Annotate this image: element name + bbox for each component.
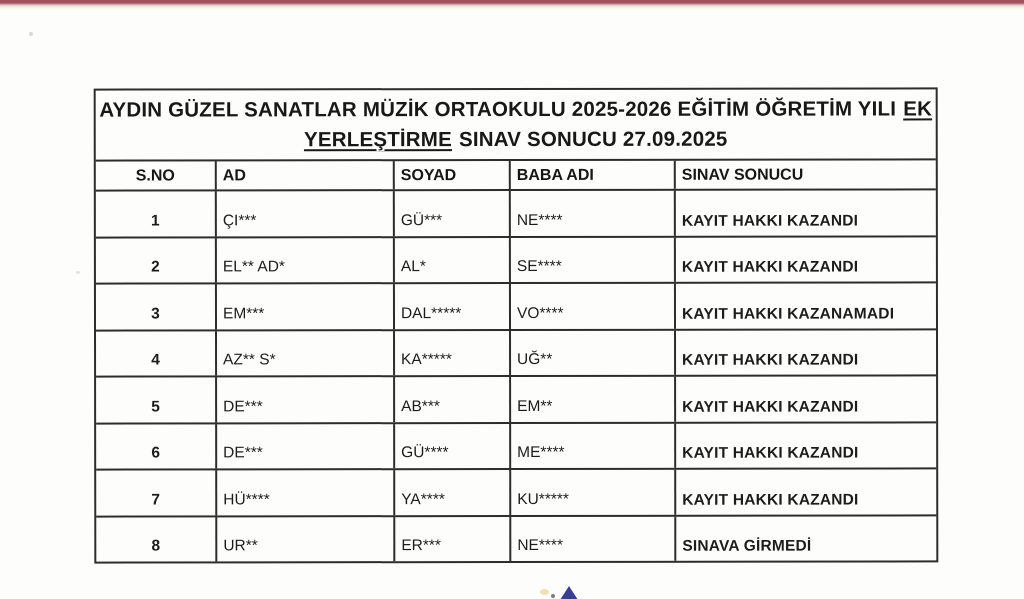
cell-sonuc: KAYIT HAKKI KAZANDI — [682, 491, 859, 509]
table-row — [96, 283, 936, 331]
cell-ad: ÇI*** — [217, 191, 395, 236]
title-text-2: SINAV SONUCU 27.09.2025 — [458, 127, 728, 151]
cell-sonuc: KAYIT HAKKI KAZANDI — [681, 212, 859, 230]
table-row — [96, 190, 936, 238]
cell-soyad: YA**** — [395, 470, 511, 515]
cell-baba: UĞ** — [511, 330, 676, 375]
cell-sonuc: KAYIT HAKKI KAZANDI — [682, 444, 859, 462]
cell-ad: EM*** — [217, 284, 395, 329]
cell-sno: 3 — [96, 284, 217, 329]
cell-sonuc: KAYIT HAKKI KAZANDI — [682, 351, 859, 369]
table-header-row — [96, 160, 936, 191]
cell-ad: DE*** — [217, 424, 395, 469]
school-emblem-partial — [534, 584, 584, 599]
cell-baba: KU***** — [511, 470, 676, 515]
cell-baba: SE**** — [511, 237, 676, 282]
header-sinav-sonucu: SINAV SONUCU — [681, 166, 804, 184]
title-line-2 — [304, 124, 728, 155]
scan-speck — [76, 271, 80, 274]
cell-ad: AZ** S* — [217, 331, 395, 376]
cell-sno: 6 — [96, 424, 217, 469]
title-underlined-yerlestirme: YERLEŞTİRME — [303, 127, 452, 151]
emblem-yellow-mark — [540, 589, 549, 595]
title-line-1 — [99, 94, 932, 125]
cell-ad: EL** AD* — [217, 238, 395, 283]
table-row — [96, 237, 936, 285]
cell-soyad: GÜ**** — [395, 424, 511, 469]
table-row — [96, 423, 936, 471]
scanned-page-top-edge — [0, 0, 1024, 14]
scan-speck — [29, 32, 33, 36]
exam-results-table — [94, 87, 939, 563]
cell-ad: UR** — [217, 517, 395, 562]
cell-baba: NE**** — [511, 516, 676, 561]
table-row — [96, 376, 936, 424]
header-soyad: SOYAD — [395, 161, 511, 189]
cell-soyad: DAL***** — [395, 284, 511, 329]
header-sno: S.NO — [96, 161, 217, 189]
header-baba-adi: BABA ADI — [511, 161, 676, 189]
cell-soyad: KA***** — [395, 331, 511, 376]
cell-sonuc: KAYIT HAKKI KAZANDI — [682, 398, 859, 416]
cell-soyad: AL* — [395, 238, 511, 283]
cell-baba: EM** — [511, 377, 676, 422]
emblem-blue-triangle-icon — [560, 586, 578, 599]
cell-baba: NE**** — [511, 191, 676, 236]
cell-baba: VO**** — [511, 284, 676, 329]
cell-sno: 4 — [96, 331, 217, 376]
document-title — [96, 89, 936, 161]
cell-ad: DE*** — [217, 377, 395, 422]
table-row — [96, 469, 936, 517]
cell-sonuc: SINAVA GİRMEDİ — [682, 537, 812, 555]
cell-ad: HÜ**** — [217, 470, 395, 515]
title-text-1: AYDIN GÜZEL SANATLAR MÜZİK ORTAOKULU 2025-2026 EĞİTİM ÖĞRETİM YILI — [99, 96, 897, 122]
cell-soyad: GÜ*** — [395, 191, 511, 236]
cell-sno: 1 — [96, 191, 217, 236]
table-row — [96, 516, 936, 562]
cell-sonuc: KAYIT HAKKI KAZANAMADI — [681, 304, 895, 323]
cell-sno: 7 — [96, 470, 217, 515]
cell-sonuc: KAYIT HAKKI KAZANDI — [681, 258, 859, 276]
cell-soyad: AB*** — [395, 377, 511, 422]
table-row — [96, 330, 936, 378]
cell-baba: ME**** — [511, 423, 676, 468]
cell-sno: 2 — [96, 238, 217, 283]
cell-soyad: ER*** — [395, 517, 511, 562]
emblem-dark-dot — [551, 594, 555, 598]
title-underlined-ek: EK — [903, 96, 933, 120]
cell-sno: 8 — [96, 517, 217, 562]
header-ad: AD — [217, 161, 395, 189]
cell-sno: 5 — [96, 377, 217, 422]
